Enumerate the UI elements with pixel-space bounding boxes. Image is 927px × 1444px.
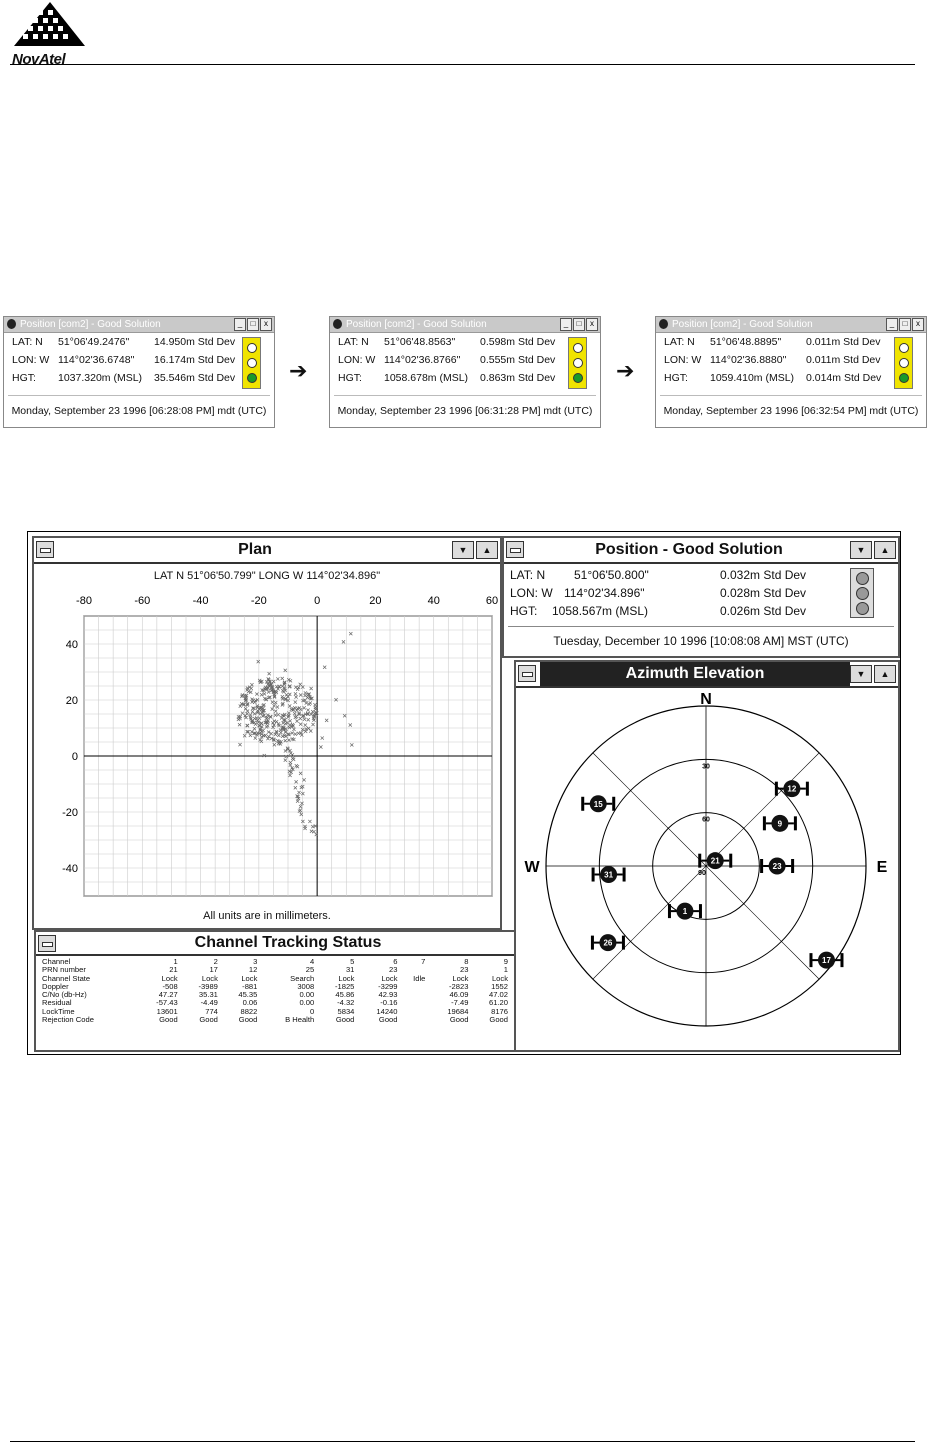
table-cell: 14240 xyxy=(376,1006,398,1016)
satellite-panel xyxy=(699,904,702,918)
table-cell: 0.06 xyxy=(242,998,258,1008)
divider xyxy=(508,626,894,627)
window-title: Position [com2] - Good Solution xyxy=(346,319,487,330)
plan-coords: LAT N 51°06'50.799" LONG W 114°02'34.896" xyxy=(153,570,381,582)
satellite-panel xyxy=(791,859,794,873)
table-row xyxy=(40,966,510,974)
close-button[interactable]: x xyxy=(586,318,598,331)
row-label: Doppler xyxy=(42,981,69,991)
table-cell: -881 xyxy=(242,981,258,991)
table-row xyxy=(40,983,510,991)
satellite-15-icon xyxy=(581,795,615,812)
lon-label: LON: W xyxy=(12,354,50,366)
position-window-3[interactable] xyxy=(655,316,927,428)
satellite-prn-label: 23 xyxy=(772,862,782,871)
table-cell: 13601 xyxy=(156,1006,178,1016)
table-cell: 3 xyxy=(253,957,258,966)
row-label: LockTime xyxy=(42,1006,75,1016)
hgt-value: 1058.678m (MSL) xyxy=(384,372,469,384)
plan-scatter-plot xyxy=(34,586,500,906)
satellite-31-icon xyxy=(592,866,626,883)
title-bar[interactable] xyxy=(656,317,926,333)
table-row xyxy=(40,991,510,999)
title-bar[interactable] xyxy=(516,662,898,688)
title-bar[interactable] xyxy=(34,538,500,564)
satellite-1-icon xyxy=(668,903,702,920)
table-cell: Search xyxy=(290,973,315,983)
table-cell: 45.86 xyxy=(335,990,355,1000)
table-cell: 61.20 xyxy=(488,998,508,1008)
satellite-prn-label: 31 xyxy=(604,870,614,880)
maximize-arrow-button[interactable]: ▲ xyxy=(874,665,896,683)
y-tick-label: 0 xyxy=(71,751,78,763)
lon-value: 114°02'34.896" xyxy=(564,586,645,600)
satellite-prn-label: 17 xyxy=(822,956,831,966)
lon-value: 114°02'36.8766" xyxy=(384,354,461,366)
app-icon xyxy=(333,319,342,329)
plan-window[interactable] xyxy=(32,536,502,930)
x-tick-label: -80 xyxy=(76,595,92,607)
system-menu-button[interactable] xyxy=(518,665,536,682)
window-title: Position [com2] - Good Solution xyxy=(672,319,813,330)
table-row xyxy=(40,1016,510,1024)
divider xyxy=(8,395,270,396)
table-cell: 7 xyxy=(421,957,426,966)
logo-mark-icon xyxy=(12,0,87,46)
lon-value: 114°02'36.8880" xyxy=(710,354,787,366)
hgt-value: 1059.410m (MSL) xyxy=(710,372,795,384)
hgt-label: HGT: xyxy=(510,604,538,618)
minimize-arrow-button[interactable]: ▼ xyxy=(850,541,872,559)
hgt-label: HGT: xyxy=(664,372,688,384)
row-label: Rejection Code xyxy=(42,1015,94,1025)
row-label: C/No (db-Hz) xyxy=(42,990,87,1000)
hgt-label: HGT: xyxy=(338,372,362,384)
lat-std-dev: 0.598m Std Dev xyxy=(480,336,556,348)
close-button[interactable]: x xyxy=(912,318,924,331)
table-cell xyxy=(400,999,428,1007)
west-label: W xyxy=(524,859,540,876)
satellite-panel xyxy=(698,854,701,868)
satellite-panel xyxy=(612,797,615,811)
x-tick-label: 0 xyxy=(314,595,321,607)
table-cell: Lock xyxy=(381,973,398,983)
table-cell: Good xyxy=(449,1015,469,1025)
lon-label: LON: W xyxy=(664,354,702,366)
hgt-value: 1037.320m (MSL) xyxy=(58,372,143,384)
divider xyxy=(660,395,922,396)
satellite-prn-label: 26 xyxy=(603,938,613,948)
table-row xyxy=(40,999,510,1007)
table-cell: -3299 xyxy=(378,981,398,991)
maximize-button[interactable]: □ xyxy=(573,318,585,331)
lat-label: LAT: N xyxy=(664,336,695,348)
row-label: Channel xyxy=(42,957,71,966)
y-tick-label: -40 xyxy=(62,863,78,875)
timestamp: Monday, September 23 1996 [06:28:08 PM] mdt (UTC) xyxy=(11,405,267,417)
azimuth-elevation-window[interactable] xyxy=(514,660,900,1052)
row-label: PRN number xyxy=(42,965,86,975)
satellite-panel xyxy=(809,953,812,967)
lat-std-dev: 0.032m Std Dev xyxy=(720,568,807,582)
y-tick-label: -20 xyxy=(62,807,78,819)
table-cell xyxy=(400,983,428,991)
x-tick-label: -60 xyxy=(134,595,151,607)
lat-label: LAT: N xyxy=(510,568,546,582)
lat-value: 51°06'50.800" xyxy=(574,568,649,582)
table-cell: B Health xyxy=(285,1015,315,1025)
satellite-panel xyxy=(729,854,732,868)
satellite-prn-label: 21 xyxy=(710,856,720,866)
divider xyxy=(334,395,596,396)
hgt-value: 1058.567m (MSL) xyxy=(552,604,649,618)
table-cell: -7.49 xyxy=(451,998,469,1008)
satellite-17-icon xyxy=(809,952,843,969)
table-cell: 1 xyxy=(503,965,508,975)
table-cell: Lock xyxy=(452,973,469,983)
table-cell: Lock xyxy=(201,973,218,983)
position-window-2[interactable] xyxy=(329,316,601,428)
table-row xyxy=(40,1008,510,1016)
lat-value: 51°06'48.8895" xyxy=(710,336,782,348)
plan-units-note: All units are in millimeters. xyxy=(203,910,331,922)
maximize-arrow-button[interactable]: ▲ xyxy=(476,541,498,559)
maximize-button[interactable]: □ xyxy=(899,318,911,331)
close-button[interactable]: x xyxy=(260,318,272,331)
x-tick-label: -40 xyxy=(192,595,209,607)
channel-table xyxy=(40,958,510,1024)
table-cell: 19684 xyxy=(447,1006,469,1016)
lon-label: LON: W xyxy=(510,586,553,600)
satellite-12-icon xyxy=(775,780,809,797)
minimize-arrow-button[interactable]: ▼ xyxy=(452,541,474,559)
table-cell: Good xyxy=(378,1015,398,1025)
table-cell: Good xyxy=(335,1015,355,1025)
table-cell: Idle xyxy=(413,973,426,983)
row-label: Residual xyxy=(42,998,72,1008)
maximize-arrow-button[interactable]: ▲ xyxy=(874,541,896,559)
satellite-26-icon xyxy=(591,934,625,951)
system-menu-button[interactable] xyxy=(36,541,54,558)
hgt-std-dev: 0.863m Std Dev xyxy=(480,372,556,384)
app-icon xyxy=(7,319,16,329)
row-label: Channel State xyxy=(42,973,91,983)
y-tick-label: 20 xyxy=(65,695,78,707)
table-cell xyxy=(400,991,428,999)
table-cell: Lock xyxy=(491,973,508,983)
traffic-light-icon xyxy=(242,337,261,389)
table-cell: -3989 xyxy=(198,981,218,991)
satellite-prn-label: 1 xyxy=(682,907,688,917)
title-bar[interactable] xyxy=(330,317,600,333)
header-rule xyxy=(10,64,915,65)
satellite-23-icon xyxy=(760,858,794,875)
skyplot xyxy=(516,688,894,1046)
satellite-prn-label: 9 xyxy=(777,819,783,829)
table-cell: -2823 xyxy=(449,981,469,991)
table-cell: Good xyxy=(489,1015,508,1025)
timestamp: Monday, September 23 1996 [06:31:28 PM] mdt (UTC) xyxy=(337,405,593,417)
table-cell: 21 xyxy=(169,965,178,975)
table-cell xyxy=(400,1008,428,1016)
lat-std-dev: 0.011m Std Dev xyxy=(806,336,881,348)
table-cell xyxy=(400,1016,428,1024)
traffic-light-icon xyxy=(568,337,587,389)
lon-std-dev: 16.174m Std Dev xyxy=(154,354,236,366)
table-cell: 17 xyxy=(209,965,218,975)
table-cell: Good xyxy=(199,1015,218,1025)
x-tick-label: 40 xyxy=(427,595,440,607)
window-title: Channel Tracking Status xyxy=(194,934,382,951)
table-cell: Lock xyxy=(241,973,258,983)
satellite-panel xyxy=(622,936,625,950)
y-tick-label: 40 xyxy=(65,639,78,651)
satellite-panel xyxy=(806,782,809,796)
system-menu-button[interactable] xyxy=(38,935,56,952)
minimize-arrow-button[interactable]: ▼ xyxy=(850,665,872,683)
lon-std-dev: 0.011m Std Dev xyxy=(806,354,881,366)
table-cell: -1825 xyxy=(334,981,355,991)
minimize-button[interactable]: _ xyxy=(560,318,572,331)
lat-label: LAT: N xyxy=(12,336,43,348)
timestamp: Monday, September 23 1996 [06:32:54 PM] mdt (UTC) xyxy=(663,405,919,417)
table-cell: 47.02 xyxy=(488,990,508,1000)
lon-value: 114°02'36.6748" xyxy=(58,354,135,366)
lon-std-dev: 0.555m Std Dev xyxy=(480,354,556,366)
window-title: Position - Good Solution xyxy=(595,541,783,558)
table-cell: 8822 xyxy=(240,1006,258,1016)
satellite-panel xyxy=(763,816,766,830)
position-window[interactable] xyxy=(502,536,900,658)
satellite-prn-label: 12 xyxy=(787,784,797,794)
window-title: Plan xyxy=(238,541,272,558)
ring-label: 30 xyxy=(702,763,710,771)
hgt-label: HGT: xyxy=(12,372,36,384)
table-cell: -0.16 xyxy=(380,998,398,1008)
ring-label: 90 xyxy=(698,870,706,877)
hgt-std-dev: 0.014m Std Dev xyxy=(806,372,882,384)
satellite-panel xyxy=(760,859,763,873)
table-cell: 46.09 xyxy=(449,990,469,1000)
table-cell: 3008 xyxy=(297,981,315,991)
table-cell: 0.00 xyxy=(299,998,315,1008)
logo-text: NovAtel xyxy=(12,51,66,68)
satellite-panel xyxy=(592,868,595,882)
x-tick-label: -20 xyxy=(250,595,267,607)
table-cell: Lock xyxy=(338,973,355,983)
table-cell: 0.00 xyxy=(299,990,315,1000)
satellite-9-icon xyxy=(763,815,797,832)
lat-value: 51°06'48.8563" xyxy=(384,336,456,348)
lat-value: 51°06'49.2476" xyxy=(58,336,130,348)
table-cell: 0 xyxy=(309,1006,315,1016)
table-cell: 2 xyxy=(213,957,218,966)
table-cell: Lock xyxy=(161,973,178,983)
title-bar[interactable] xyxy=(36,932,516,956)
satellite-panel xyxy=(591,936,594,950)
hgt-std-dev: 0.026m Std Dev xyxy=(720,604,807,618)
minimize-button[interactable]: _ xyxy=(886,318,898,331)
table-cell: Good xyxy=(238,1015,258,1025)
footer-rule xyxy=(10,1441,915,1442)
arrow-right-icon: ➔ xyxy=(289,358,308,383)
north-label: N xyxy=(700,691,712,708)
desktop-screenshot xyxy=(27,531,901,1055)
table-cell: 4 xyxy=(309,957,315,966)
x-tick-label: 20 xyxy=(369,595,382,607)
table-cell: 1 xyxy=(173,957,178,966)
table-cell: 12 xyxy=(248,965,258,975)
channel-tracking-window[interactable] xyxy=(34,930,518,1052)
table-cell: 35.31 xyxy=(198,990,218,1000)
table-cell: 25 xyxy=(305,965,315,975)
satellite-panel xyxy=(581,797,584,811)
table-cell: 6 xyxy=(393,957,398,966)
satellite-panel xyxy=(840,953,843,967)
maximize-button[interactable]: □ xyxy=(247,318,259,331)
satellite-panel xyxy=(668,904,671,918)
lon-label: LON: W xyxy=(338,354,376,366)
timestamp: Tuesday, December 10 1996 [10:08:08 AM] MST (UTC) xyxy=(553,634,849,648)
traffic-light-icon xyxy=(894,337,913,389)
table-cell: 8176 xyxy=(491,1006,508,1016)
table-row xyxy=(40,975,510,983)
table-cell: 8 xyxy=(464,957,469,966)
lat-label: LAT: N xyxy=(338,336,369,348)
satellite-panel xyxy=(775,782,778,796)
traffic-light-icon xyxy=(850,568,874,618)
table-cell: 23 xyxy=(460,965,469,975)
window-title: Azimuth Elevation xyxy=(540,662,850,686)
table-cell: 42.93 xyxy=(378,990,398,1000)
satellite-panel xyxy=(794,816,797,830)
table-cell: 774 xyxy=(205,1006,218,1016)
table-cell: 5 xyxy=(350,957,355,966)
table-cell: 9 xyxy=(503,957,508,966)
satellite-21-icon xyxy=(698,852,732,869)
window-title: Position [com2] - Good Solution xyxy=(20,319,161,330)
ring-label: 60 xyxy=(702,816,710,824)
east-label: E xyxy=(876,859,888,876)
title-bar[interactable] xyxy=(4,317,274,333)
lat-std-dev: 14.950m Std Dev xyxy=(154,336,236,348)
table-cell: -4.32 xyxy=(337,998,355,1008)
table-cell: 45.35 xyxy=(238,990,258,1000)
satellite-panel xyxy=(623,868,626,882)
table-row xyxy=(40,958,510,966)
table-cell: -508 xyxy=(162,981,178,991)
table-cell: 31 xyxy=(345,965,355,975)
table-cell: -4.49 xyxy=(200,998,218,1008)
system-menu-button[interactable] xyxy=(506,541,524,558)
title-bar[interactable] xyxy=(504,538,898,564)
lon-std-dev: 0.028m Std Dev xyxy=(720,586,807,600)
app-icon xyxy=(659,319,668,329)
table-cell: Good xyxy=(159,1015,178,1025)
position-window-1[interactable] xyxy=(3,316,275,428)
table-cell: 1552 xyxy=(491,981,508,991)
table-cell: 23 xyxy=(389,965,398,975)
minimize-button[interactable]: _ xyxy=(234,318,246,331)
table-cell: 47.27 xyxy=(158,990,178,1000)
satellite-prn-label: 15 xyxy=(593,799,603,809)
table-cell: 5834 xyxy=(337,1006,355,1016)
x-tick-label: 60 xyxy=(485,595,499,607)
novatel-logo xyxy=(12,0,87,68)
hgt-std-dev: 35.546m Std Dev xyxy=(154,372,236,384)
arrow-right-icon: ➔ xyxy=(616,358,635,383)
table-cell: -57.43 xyxy=(156,998,178,1008)
